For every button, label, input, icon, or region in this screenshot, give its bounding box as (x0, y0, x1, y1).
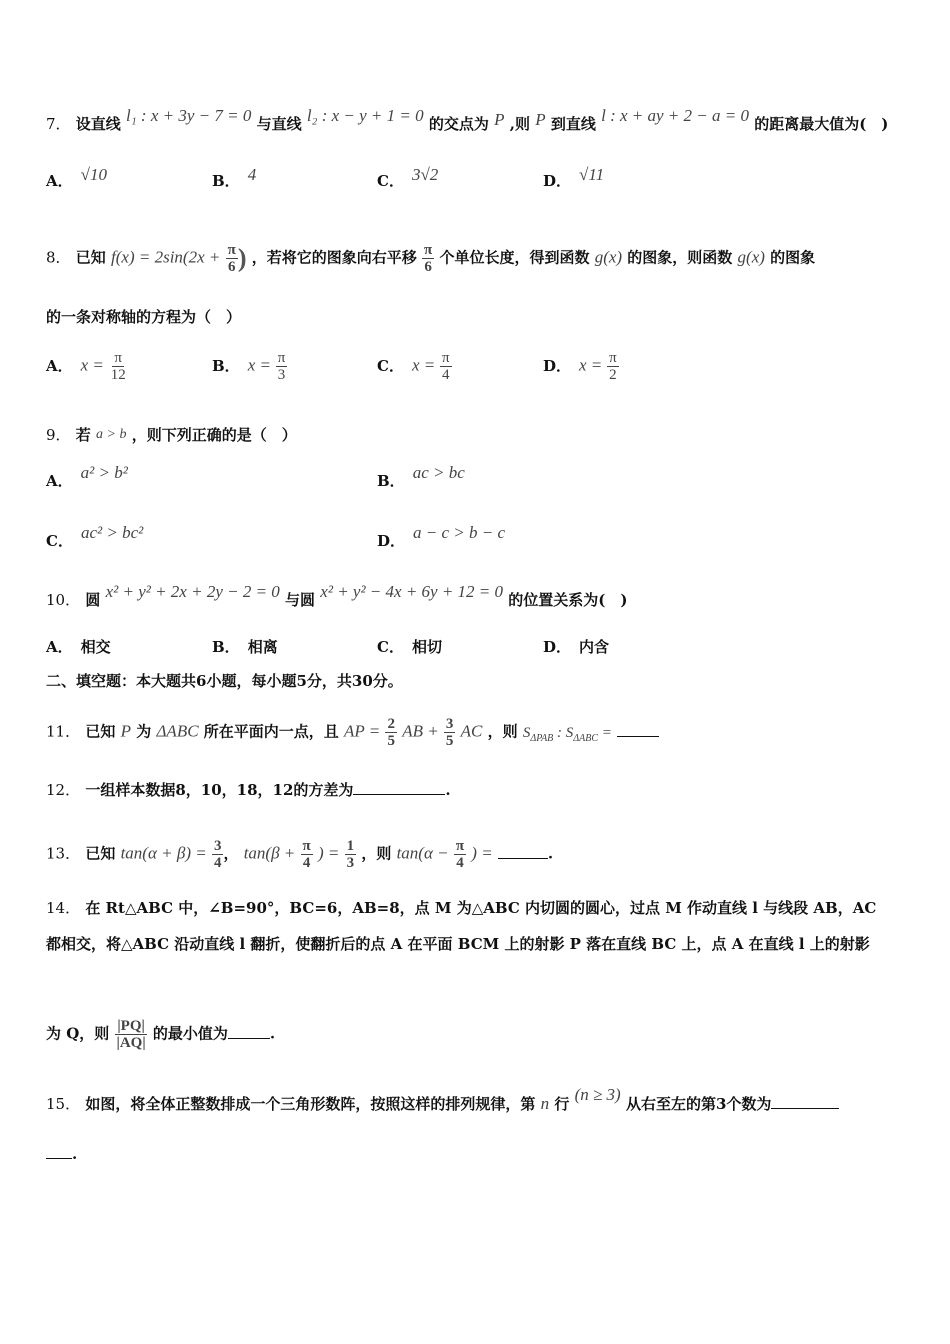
q8-option-b[interactable]: B． x = $\frac{\pi}{3}$ (212, 350, 286, 383)
q10-option-d[interactable]: D． 内含 (543, 638, 610, 656)
q10-option-c[interactable]: C． 相切 (377, 638, 442, 656)
q8-option-d[interactable]: D． x = $\frac{\pi}{2}$ (543, 350, 617, 383)
q9-option-d[interactable]: D． a − c > b − c (377, 523, 506, 550)
question-14-end: 为 Q，则 $\frac{|PQ|}{|AQ|}$ 的最小值为 . (46, 1018, 276, 1051)
question-8-cont: 的一条对称轴的方程为（ ） (46, 308, 242, 326)
question-9: 9． 若 a > b ，则下列正确的是（ ） (46, 426, 297, 444)
q8-option-c[interactable]: C． x = $\frac{\pi}{4}$ (377, 350, 450, 383)
question-7: 7． 设直线 l₁ : x + 3y − 7 = 0 与直线 l₂ : x − y + 1 = 0 的交点为 P ,则 P 到直线 l : x + ay + 2 − a = 0 的距离最大值为( ) (46, 106, 889, 133)
q9-option-c[interactable]: C． ac² > bc² (46, 523, 144, 550)
answer-blank-15-cont[interactable] (46, 1144, 72, 1159)
question-14: 14． 在 Rt△ABC 中，∠B=90°，BC=6，AB=8，点 M 为△ABC 内切圆的圆心，过点 M 作动直线 l 与线段 AB，AC (46, 899, 877, 917)
q8-option-a[interactable]: A． x = $\frac{\pi}{12}$ (46, 350, 126, 383)
q10-option-b[interactable]: B． 相离 (212, 638, 278, 656)
answer-blank-13[interactable] (498, 844, 548, 859)
question-14-cont: 都相交，将△ABC 沿动直线 l 翻折，使翻折后的点 A 在平面 BCM 上的射影 P 落在直线 BC 上，点 A 在直线 l 上的射影 (46, 935, 870, 953)
question-8: 8． 已知 f(x) = 2sin(2x + $\frac{\pi}{6}$ ) ，若将它的图象向右平移 $\frac{\pi}{6}$ 个单位长度，得到函数 g(x) 的图象，则函数 g(x) 的图象 (46, 242, 816, 275)
answer-blank-11[interactable] (617, 722, 659, 737)
question-15: 15． 如图，将全体正整数排成一个三角形数阵，按照这样的排列规律，第 n 行 (n ≥ 3) 从右至左的第3个数为 (46, 1094, 839, 1114)
q9-option-b[interactable]: B． ac > bc (377, 463, 465, 490)
question-13: 13． 已知 tan(α + β) = $\frac{3}{4}$ ， tan(β + $\frac{\pi}{4}$ ) = $\frac{1}{3}$ ，则 tan(α − $\frac{\pi}{4}$ ) = . (46, 838, 554, 871)
shift-fraction: $\frac{\pi}{6}$ (423, 242, 433, 275)
question-10: 10． 圆 x² + y² + 2x + 2y − 2 = 0 与圆 x² + y² − 4x + 6y + 12 = 0 的位置关系为( ) (46, 582, 628, 609)
section-heading: 二、填空题：本大题共6小题，每小题5分，共30分。 (46, 672, 403, 690)
q7-option-a[interactable]: A． √10 (46, 165, 107, 190)
question-12: 12． 一组样本数据8，10，18，12的方差为 . (46, 781, 451, 799)
question-15-cont: . (46, 1144, 77, 1164)
q10-option-a[interactable]: A． 相交 (46, 638, 111, 656)
pi-over-6: $\frac{\pi}{6}$ (227, 242, 236, 275)
q7-option-d[interactable]: D． √11 (543, 165, 605, 190)
question-11: 11． 已知 P 为 ΔABC 所在平面内一点，且 AP = $\frac{2}{5}$ AB + $\frac{3}{5}$ AC ，则 $S_{\Delta PAB}$ : $S_{\Delta ABC}$ = (46, 716, 659, 749)
q7-option-c[interactable]: C． 3√2 (377, 165, 439, 190)
answer-blank-15[interactable] (771, 1094, 839, 1109)
q7-option-b[interactable]: B． 4 (212, 165, 257, 190)
answer-blank-12[interactable] (353, 780, 445, 795)
answer-blank-14[interactable] (228, 1024, 270, 1039)
q9-option-a[interactable]: A． a² > b² (46, 463, 128, 490)
